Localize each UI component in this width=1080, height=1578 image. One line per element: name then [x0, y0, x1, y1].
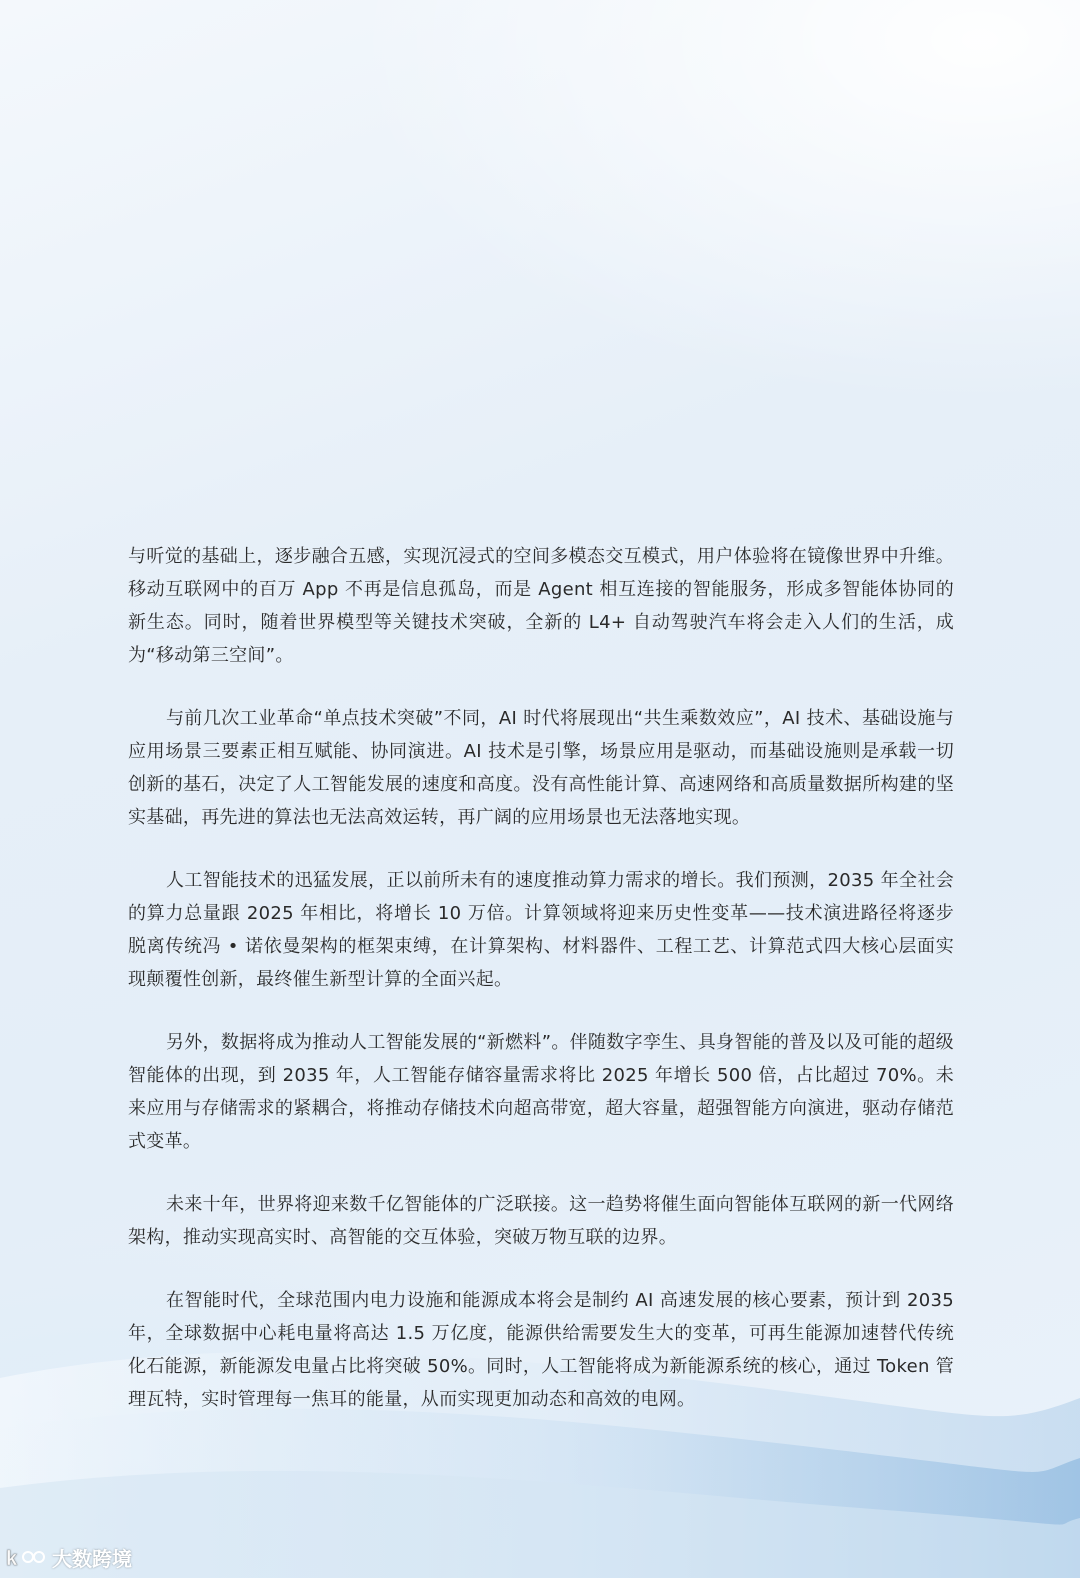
watermark-text: 大数跨境 [52, 1547, 132, 1571]
svg-text:k: k [6, 1547, 18, 1570]
watermark [6, 1543, 132, 1572]
logo-icon [6, 1545, 48, 1571]
paragraph-6: 在智能时代，全球范围内电力设施和能源成本将会是制约 AI 高速发展的核心要素，预计到 2035 年，全球数据中心耗电量将高达 1.5 万亿度，能源供给需要发生大的变革，可再生能源加速替代传统化石能源，新能源发电量占比将突破 50%。同时，人工智能将成为新能源系统的核心，通过 Token 管理瓦特，实时管理每一焦耳的能量，从而实现更加动态和高效的电网。 [128, 1290, 954, 1410]
paragraph-2: 与前几次工业革命“单点技术突破”不同，AI 时代将展现出“共生乘数效应”，AI 技术、基础设施与应用场景三要素正相互赋能、协同演进。AI 技术是引擎，场景应用是驱动，而基础设施则是承载一切创新的基石，决定了人工智能发展的速度和高度。没有高性能计算、高速网络和高质量数据所构建的坚实基础，再先进的算法也无法高效运转，再广阔的应用场景也无法落地实现。 [128, 708, 954, 828]
paragraph-4: 另外，数据将成为推动人工智能发展的“新燃料”。伴随数字孪生、具身智能的普及以及可能的超级智能体的出现，到 2035 年，人工智能存储容量需求将比 2025 年增长 500 倍，占比超过 70%。未来应用与存储需求的紧耦合，将推动存储技术向超高带宽，超大容量，超强智能方向演进，驱动存储范式变革。 [128, 1032, 954, 1152]
paragraph-1: 与听觉的基础上，逐步融合五感，实现沉浸式的空间多模态交互模式，用户体验将在镜像世界中升维。移动互联网中的百万 App 不再是信息孤岛，而是 Agent 相互连接的智能服务，形成多智能体协同的新生态。同时，随着世界模型等关键技术突破，全新的 L4+ 自动驾驶汽车将会走入人们的生活，成为“移动第三空间”。 [128, 546, 954, 666]
paragraph-5: 未来十年，世界将迎来数千亿智能体的广泛联接。这一趋势将催生面向智能体互联网的新一代网络架构，推动实现高实时、高智能的交互体验，突破万物互联的边界。 [128, 1194, 954, 1248]
paragraph-3: 人工智能技术的迅猛发展，正以前所未有的速度推动算力需求的增长。我们预测，2035 年全社会的算力总量跟 2025 年相比，将增长 10 万倍。计算领域将迎来历史性变革——技术演进路径将逐步脱离传统冯 • 诺依曼架构的框架束缚，在计算架构、材料器件、工程工艺、计算范式四大核心层面实现颠覆性创新，最终催生新型计算的全面兴起。 [128, 870, 954, 990]
main-text-body [128, 540, 954, 1446]
